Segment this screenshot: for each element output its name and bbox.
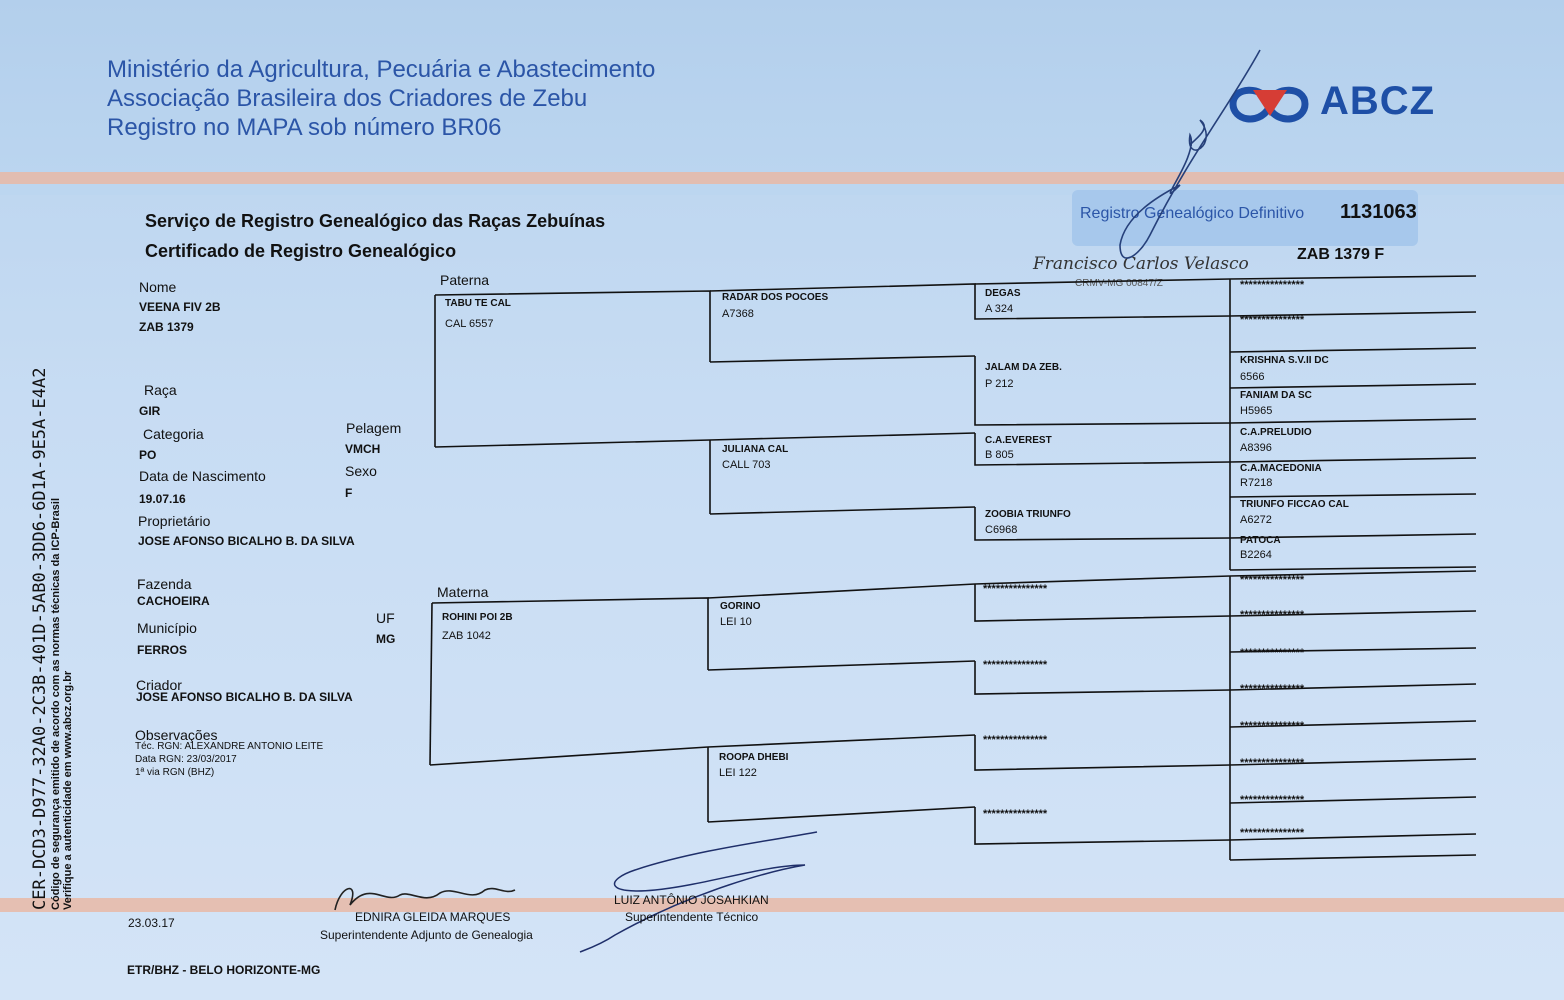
gen4-13-unknown: *************** [1240, 720, 1305, 732]
animal-city: FERROS [137, 643, 188, 657]
zab-code: ZAB 1379 F [1297, 246, 1385, 263]
gen3-8-unknown: *************** [983, 808, 1048, 820]
gen3-4-reg: C6968 [985, 524, 1018, 536]
gen4-3-name: KRISHNA S.V.II DC [1240, 355, 1329, 366]
gen3-1-name: DEGAS [985, 288, 1021, 299]
gen4-16-unknown: *************** [1240, 827, 1305, 839]
gen4-1-unknown: *************** [1240, 279, 1305, 291]
maternal-grandsire-reg: LEI 10 [720, 616, 752, 628]
maternal-label: Materna [437, 584, 489, 600]
maternal-granddam-name: ROOPA DHEBI [719, 752, 789, 763]
gen4-6-name: C.A.MACEDONIA [1240, 463, 1322, 474]
maternal-grandsire-name: GORINO [720, 601, 761, 612]
service-title: Serviço de Registro Genealógico das Raças Zebuínas [145, 211, 606, 231]
animal-registration: ZAB 1379 [139, 320, 194, 334]
paternal-label: Paterna [440, 272, 490, 288]
signer-credential: CRMV-MG 00847/Z [1075, 278, 1163, 289]
sire-reg: CAL 6557 [445, 318, 494, 330]
gen4-4-reg: H5965 [1240, 405, 1273, 417]
animal-name: VEENA FIV 2B [139, 300, 221, 314]
gen4-12-unknown: *************** [1240, 683, 1305, 695]
animal-category: PO [139, 448, 157, 462]
gen4-14-unknown: *************** [1240, 757, 1305, 769]
breed-label: Raça [144, 382, 177, 398]
abcz-logo-text: ABCZ [1320, 79, 1436, 123]
gen3-6-unknown: *************** [983, 659, 1048, 671]
signer1-role: Superintendente Adjunto de Genealogia [320, 928, 533, 942]
gen3-4-name: ZOOBIA TRIUNFO [985, 509, 1071, 520]
gen4-5-reg: A8396 [1240, 442, 1272, 454]
gen4-7-name: TRIUNFO FICCAO CAL [1240, 499, 1349, 510]
signer-name-script: Francisco Carlos Velasco [1033, 254, 1249, 274]
security-code: CER-DCD3-D977-32A0-2C3B-401D-5AB0-3DD6-6D1A-9E5A-E4A2 [30, 367, 50, 910]
dam-reg: ZAB 1042 [442, 630, 491, 642]
certificate-title: Certificado de Registro Genealógico [145, 241, 457, 261]
gen4-15-unknown: *************** [1240, 794, 1305, 806]
issue-date: 23.03.17 [128, 916, 175, 930]
signer2-role: Superintendente Técnico [625, 910, 759, 924]
gen4-4-name: FANIAM DA SC [1240, 390, 1312, 401]
dam-name: ROHINI POI 2B [442, 612, 513, 623]
name-label: Nome [139, 279, 177, 295]
animal-coat: VMCH [345, 442, 381, 456]
animal-owner: JOSE AFONSO BICALHO B. DA SILVA [138, 534, 355, 548]
observation-technician: Téc. RGN: ALEXANDRE ANTONIO LEITE [135, 741, 324, 752]
gen4-3-reg: 6566 [1240, 371, 1265, 383]
animal-state: MG [376, 632, 396, 646]
gen3-2-name: JALAM DA ZEB. [985, 362, 1062, 373]
gen3-5-unknown: *************** [983, 583, 1048, 595]
registry-line: Registro no MAPA sob número BR06 [107, 114, 502, 141]
observation-date: Data RGN: 23/03/2017 [135, 754, 237, 765]
location-footer: ETR/BHZ - BELO HORIZONTE-MG [127, 963, 321, 977]
paternal-granddam-name: JULIANA CAL [722, 444, 789, 455]
state-label: UF [376, 610, 395, 626]
paternal-grandsire-name: RADAR DOS POCOES [722, 292, 829, 303]
gen3-1-reg: A 324 [985, 303, 1014, 315]
gen4-7-reg: A6272 [1240, 514, 1272, 526]
registration-number: 1131063 [1340, 201, 1417, 223]
farm-label: Fazenda [137, 576, 192, 592]
sire-name: TABU TE CAL [445, 298, 511, 309]
city-label: Município [137, 620, 197, 636]
registration-label: Registro Genealógico Definitivo [1080, 205, 1305, 222]
sex-label: Sexo [345, 463, 377, 479]
paternal-grandsire-reg: A7368 [722, 308, 754, 320]
animal-sex: F [345, 486, 353, 500]
animal-birthdate: 19.07.16 [139, 492, 186, 506]
verification-note: Verifique a autenticidade em www.abcz.org.br [62, 670, 74, 910]
security-note: Código de segurança emitido de acordo com as normas técnicas da ICP-Brasil [50, 497, 62, 910]
signer2-name: LUIZ ANTÔNIO JOSAHKIAN [614, 893, 769, 907]
animal-breeder: JOSE AFONSO BICALHO B. DA SILVA [136, 690, 353, 704]
observations-label: Observações [135, 727, 218, 743]
gen4-10-unknown: *************** [1240, 609, 1305, 621]
gen4-5-name: C.A.PRELUDIO [1240, 427, 1312, 438]
animal-farm: CACHOEIRA [137, 594, 210, 608]
animal-breed: GIR [139, 404, 161, 418]
coat-label: Pelagem [346, 420, 402, 436]
gen3-7-unknown: *************** [983, 734, 1048, 746]
gen4-8-name: PATOCA [1240, 535, 1281, 546]
gen3-3-name: C.A.EVEREST [985, 435, 1052, 446]
category-label: Categoria [143, 426, 204, 442]
observation-copy: 1ª via RGN (BHZ) [135, 767, 215, 778]
gen4-8-reg: B2264 [1240, 549, 1272, 561]
breeder-label: Criador [136, 677, 182, 693]
gen4-9-unknown: *************** [1240, 574, 1305, 586]
signer1-name: EDNIRA GLEIDA MARQUES [355, 910, 511, 924]
paternal-granddam-reg: CALL 703 [722, 459, 771, 471]
gen3-3-reg: B 805 [985, 449, 1014, 461]
ministry-line: Ministério da Agricultura, Pecuária e Abastecimento [107, 56, 656, 83]
gen4-11-unknown: *************** [1240, 647, 1305, 659]
association-line: Associação Brasileira dos Criadores de Zebu [107, 85, 588, 112]
gen4-2-unknown: *************** [1240, 314, 1305, 326]
maternal-granddam-reg: LEI 122 [719, 767, 757, 779]
birthdate-label: Data de Nascimento [139, 468, 266, 484]
owner-label: Proprietário [138, 513, 211, 529]
gen3-2-reg: P 212 [985, 378, 1014, 390]
gen4-6-reg: R7218 [1240, 477, 1273, 489]
